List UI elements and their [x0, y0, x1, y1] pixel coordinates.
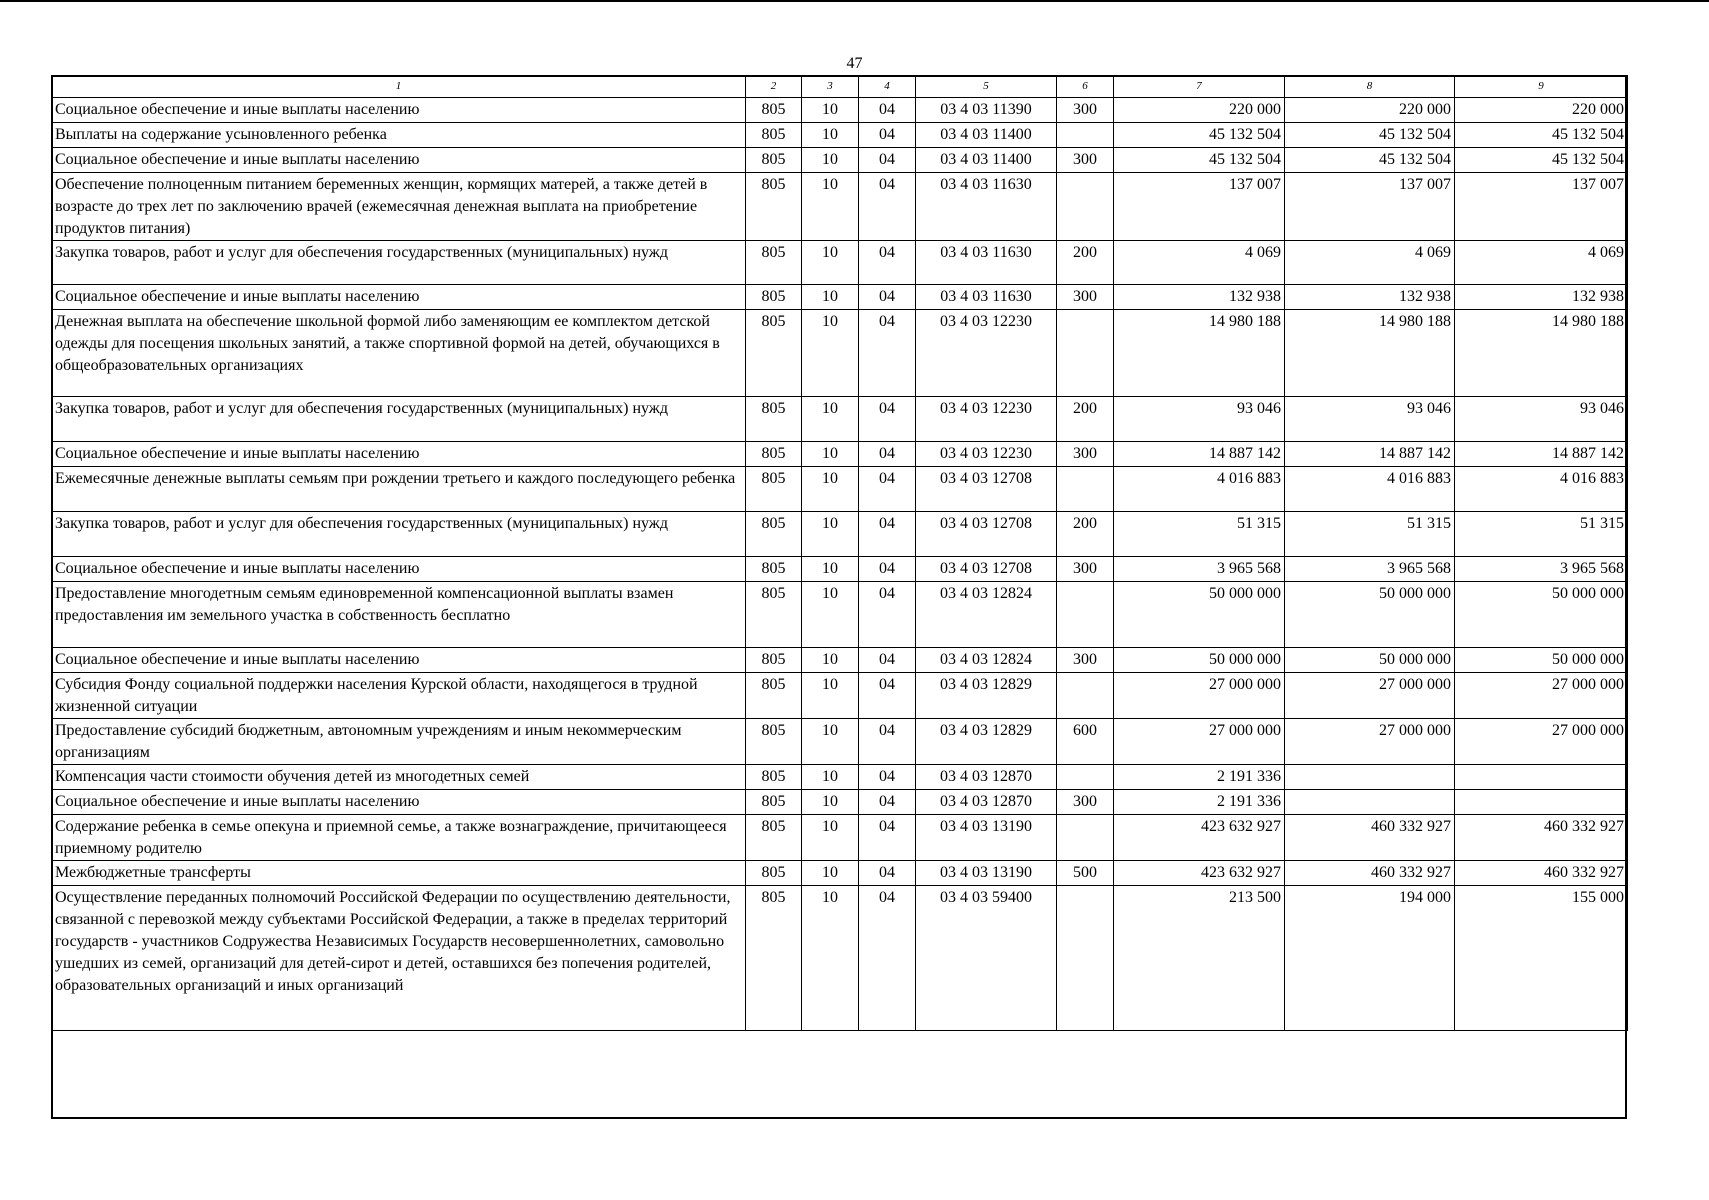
cell-razdel: 10 [802, 861, 859, 886]
table-row [52, 557, 1628, 582]
cell-amount-col9: 220 000 [1455, 98, 1628, 123]
cell-amount-col8: 27 000 000 [1285, 673, 1455, 719]
cell-amount-col9 [1455, 790, 1628, 815]
table-row [52, 397, 1628, 442]
row-name-cell: Ежемесячные денежные выплаты семьям при рождении третьего и каждого последующего ребенка [52, 467, 746, 512]
cell-amount-col7: 423 632 927 [1114, 815, 1285, 861]
cell-podrazdel: 04 [859, 285, 916, 310]
cell-amount-col7: 220 000 [1114, 98, 1285, 123]
row-name-cell: Субсидия Фонду социальной поддержки населения Курской области, находящегося в трудной жизненной ситуации [52, 673, 746, 719]
cell-glava: 805 [746, 582, 802, 648]
cell-amount-col8 [1285, 765, 1455, 790]
cell-razdel: 10 [802, 285, 859, 310]
cell-target-article: 03 4 03 11630 [916, 285, 1057, 310]
cell-amount-col7: 132 938 [1114, 285, 1285, 310]
cell-target-article: 03 4 03 12708 [916, 467, 1057, 512]
cell-amount-col9: 14 887 142 [1455, 442, 1628, 467]
cell-amount-col7: 3 965 568 [1114, 557, 1285, 582]
cell-podrazdel: 04 [859, 98, 916, 123]
table-row [52, 719, 1628, 765]
cell-target-article: 03 4 03 13190 [916, 861, 1057, 886]
cell-razdel: 10 [802, 442, 859, 467]
cell-podrazdel: 04 [859, 557, 916, 582]
cell-glava: 805 [746, 123, 802, 148]
cell-podrazdel: 04 [859, 790, 916, 815]
row-name-cell: Социальное обеспечение и иные выплаты населению [52, 790, 746, 815]
cell-razdel: 10 [802, 557, 859, 582]
cell-target-article: 03 4 03 11400 [916, 123, 1057, 148]
row-name-cell: Социальное обеспечение и иные выплаты населению [52, 285, 746, 310]
cell-amount-col8: 45 132 504 [1285, 148, 1455, 173]
cell-razdel: 10 [802, 148, 859, 173]
cell-target-article: 03 4 03 12708 [916, 557, 1057, 582]
cell-razdel: 10 [802, 719, 859, 765]
cell-amount-col9: 137 007 [1455, 173, 1628, 241]
cell-target-article: 03 4 03 12829 [916, 719, 1057, 765]
cell-amount-col9: 45 132 504 [1455, 148, 1628, 173]
cell-expense-type: 200 [1057, 512, 1114, 557]
cell-target-article: 03 4 03 11390 [916, 98, 1057, 123]
cell-target-article: 03 4 03 12824 [916, 582, 1057, 648]
cell-razdel: 10 [802, 241, 859, 285]
table-row [52, 173, 1628, 241]
row-name-cell: Осуществление переданных полномочий Российской Федерации по осуществлению деятельности, связанной с перевозкой между субъектами Российской Федерации, а также в пределах территорий государств - участников Содружества Независимых Государств несовершеннолетних, самовольно ушедших из семей, организаций для детей-сирот и детей, оставшихся без попечения родителей, образовательных организаций и иных организаций [52, 886, 746, 1031]
column-number: 9 [1455, 76, 1628, 98]
row-name-cell: Социальное обеспечение и иные выплаты населению [52, 98, 746, 123]
cell-glava: 805 [746, 719, 802, 765]
table-row [52, 467, 1628, 512]
cell-razdel: 10 [802, 790, 859, 815]
row-name-cell: Межбюджетные трансферты [52, 861, 746, 886]
cell-razdel: 10 [802, 765, 859, 790]
table-row [52, 148, 1628, 173]
table-row [52, 673, 1628, 719]
cell-amount-col9: 4 016 883 [1455, 467, 1628, 512]
cell-amount-col8: 50 000 000 [1285, 582, 1455, 648]
row-name-cell: Выплаты на содержание усыновленного ребенка [52, 123, 746, 148]
cell-glava: 805 [746, 397, 802, 442]
cell-amount-col7: 2 191 336 [1114, 765, 1285, 790]
cell-expense-type: 500 [1057, 861, 1114, 886]
cell-expense-type [1057, 467, 1114, 512]
cell-expense-type: 300 [1057, 557, 1114, 582]
cell-amount-col7: 137 007 [1114, 173, 1285, 241]
cell-target-article: 03 4 03 12829 [916, 673, 1057, 719]
cell-amount-col9: 93 046 [1455, 397, 1628, 442]
cell-podrazdel: 04 [859, 815, 916, 861]
cell-razdel: 10 [802, 648, 859, 673]
row-name-cell: Обеспечение полноценным питанием беременных женщин, кормящих матерей, а также детей в возрасте до трех лет по заключению врачей (ежемесячная денежная выплата на приобретение продуктов питания) [52, 173, 746, 241]
cell-amount-col9: 51 315 [1455, 512, 1628, 557]
cell-razdel: 10 [802, 886, 859, 1031]
cell-glava: 805 [746, 512, 802, 557]
table-row [52, 886, 1628, 1031]
cell-podrazdel: 04 [859, 673, 916, 719]
table-row [52, 790, 1628, 815]
cell-amount-col8: 45 132 504 [1285, 123, 1455, 148]
cell-expense-type [1057, 123, 1114, 148]
cell-glava: 805 [746, 886, 802, 1031]
cell-target-article: 03 4 03 12824 [916, 648, 1057, 673]
cell-podrazdel: 04 [859, 765, 916, 790]
table-row [52, 123, 1628, 148]
row-name-cell: Предоставление многодетным семьям единовременной компенсационной выплаты взамен предоставления им земельного участка в собственность бесплатно [52, 582, 746, 648]
cell-glava: 805 [746, 673, 802, 719]
cell-amount-col7: 423 632 927 [1114, 861, 1285, 886]
cell-glava: 805 [746, 765, 802, 790]
cell-expense-type: 200 [1057, 397, 1114, 442]
cell-amount-col9: 460 332 927 [1455, 815, 1628, 861]
cell-amount-col9: 155 000 [1455, 886, 1628, 1031]
column-number: 8 [1285, 76, 1455, 98]
cell-glava: 805 [746, 148, 802, 173]
cell-amount-col9: 14 980 188 [1455, 310, 1628, 397]
cell-podrazdel: 04 [859, 467, 916, 512]
column-number: 3 [802, 76, 859, 98]
cell-target-article: 03 4 03 11630 [916, 241, 1057, 285]
row-name-cell: Закупка товаров, работ и услуг для обеспечения государственных (муниципальных) нужд [52, 241, 746, 285]
cell-podrazdel: 04 [859, 861, 916, 886]
cell-target-article: 03 4 03 12870 [916, 765, 1057, 790]
cell-amount-col7: 4 069 [1114, 241, 1285, 285]
table-row [52, 648, 1628, 673]
cell-amount-col8: 14 980 188 [1285, 310, 1455, 397]
cell-amount-col9: 27 000 000 [1455, 719, 1628, 765]
page-top-border [0, 0, 1709, 2]
row-name-cell: Социальное обеспечение и иные выплаты населению [52, 148, 746, 173]
table-row [52, 241, 1628, 285]
cell-amount-col8: 93 046 [1285, 397, 1455, 442]
cell-expense-type: 200 [1057, 241, 1114, 285]
table-row [52, 442, 1628, 467]
column-number: 2 [746, 76, 802, 98]
cell-target-article: 03 4 03 59400 [916, 886, 1057, 1031]
cell-razdel: 10 [802, 467, 859, 512]
cell-amount-col9: 27 000 000 [1455, 673, 1628, 719]
column-number: 7 [1114, 76, 1285, 98]
cell-glava: 805 [746, 98, 802, 123]
table-row [52, 582, 1628, 648]
cell-razdel: 10 [802, 98, 859, 123]
cell-glava: 805 [746, 310, 802, 397]
cell-podrazdel: 04 [859, 397, 916, 442]
cell-amount-col8: 460 332 927 [1285, 861, 1455, 886]
column-number-row [52, 76, 1628, 98]
cell-amount-col9: 132 938 [1455, 285, 1628, 310]
cell-razdel: 10 [802, 582, 859, 648]
cell-amount-col7: 45 132 504 [1114, 148, 1285, 173]
cell-amount-col7: 14 980 188 [1114, 310, 1285, 397]
cell-expense-type: 300 [1057, 285, 1114, 310]
table-row [52, 861, 1628, 886]
cell-glava: 805 [746, 861, 802, 886]
cell-amount-col7: 45 132 504 [1114, 123, 1285, 148]
cell-target-article: 03 4 03 12230 [916, 397, 1057, 442]
cell-amount-col7: 93 046 [1114, 397, 1285, 442]
cell-expense-type [1057, 173, 1114, 241]
budget-table [51, 75, 1628, 1031]
cell-expense-type: 300 [1057, 648, 1114, 673]
cell-glava: 805 [746, 467, 802, 512]
cell-target-article: 03 4 03 13190 [916, 815, 1057, 861]
row-name-cell: Социальное обеспечение и иные выплаты населению [52, 648, 746, 673]
cell-expense-type [1057, 310, 1114, 397]
cell-expense-type: 300 [1057, 442, 1114, 467]
cell-podrazdel: 04 [859, 512, 916, 557]
table-row [52, 512, 1628, 557]
cell-expense-type [1057, 673, 1114, 719]
row-name-cell: Закупка товаров, работ и услуг для обеспечения государственных (муниципальных) нужд [52, 397, 746, 442]
cell-podrazdel: 04 [859, 719, 916, 765]
cell-amount-col9 [1455, 765, 1628, 790]
table-row [52, 285, 1628, 310]
cell-amount-col8 [1285, 790, 1455, 815]
cell-amount-col8: 137 007 [1285, 173, 1455, 241]
cell-podrazdel: 04 [859, 123, 916, 148]
page-number: 47 [846, 55, 863, 72]
cell-amount-col9: 460 332 927 [1455, 861, 1628, 886]
cell-razdel: 10 [802, 397, 859, 442]
cell-amount-col8: 132 938 [1285, 285, 1455, 310]
row-name-cell: Социальное обеспечение и иные выплаты населению [52, 442, 746, 467]
cell-amount-col7: 27 000 000 [1114, 673, 1285, 719]
cell-target-article: 03 4 03 11400 [916, 148, 1057, 173]
cell-glava: 805 [746, 790, 802, 815]
cell-expense-type: 300 [1057, 148, 1114, 173]
cell-amount-col8: 51 315 [1285, 512, 1455, 557]
cell-amount-col8: 27 000 000 [1285, 719, 1455, 765]
cell-podrazdel: 04 [859, 173, 916, 241]
cell-expense-type: 300 [1057, 790, 1114, 815]
cell-amount-col7: 213 500 [1114, 886, 1285, 1031]
cell-glava: 805 [746, 648, 802, 673]
cell-podrazdel: 04 [859, 310, 916, 397]
table-row [52, 765, 1628, 790]
cell-amount-col7: 2 191 336 [1114, 790, 1285, 815]
cell-amount-col8: 14 887 142 [1285, 442, 1455, 467]
cell-amount-col8: 50 000 000 [1285, 648, 1455, 673]
row-name-cell: Закупка товаров, работ и услуг для обеспечения государственных (муниципальных) нужд [52, 512, 746, 557]
cell-amount-col8: 4 016 883 [1285, 467, 1455, 512]
table-row [52, 815, 1628, 861]
cell-glava: 805 [746, 442, 802, 467]
cell-razdel: 10 [802, 123, 859, 148]
column-number: 1 [52, 76, 746, 98]
cell-glava: 805 [746, 285, 802, 310]
column-number: 5 [916, 76, 1057, 98]
cell-razdel: 10 [802, 173, 859, 241]
cell-podrazdel: 04 [859, 442, 916, 467]
cell-glava: 805 [746, 173, 802, 241]
row-name-cell: Предоставление субсидий бюджетным, автономным учреждениям и иным некоммерческим организациям [52, 719, 746, 765]
cell-podrazdel: 04 [859, 648, 916, 673]
cell-podrazdel: 04 [859, 241, 916, 285]
cell-target-article: 03 4 03 12870 [916, 790, 1057, 815]
table-row [52, 98, 1628, 123]
cell-amount-col9: 3 965 568 [1455, 557, 1628, 582]
cell-amount-col9: 50 000 000 [1455, 648, 1628, 673]
cell-amount-col7: 14 887 142 [1114, 442, 1285, 467]
cell-razdel: 10 [802, 673, 859, 719]
cell-expense-type: 300 [1057, 98, 1114, 123]
column-number: 6 [1057, 76, 1114, 98]
column-number: 4 [859, 76, 916, 98]
cell-glava: 805 [746, 815, 802, 861]
cell-expense-type: 600 [1057, 719, 1114, 765]
table-row [52, 310, 1628, 397]
cell-amount-col7: 50 000 000 [1114, 582, 1285, 648]
row-name-cell: Компенсация части стоимости обучения детей из многодетных семей [52, 765, 746, 790]
cell-podrazdel: 04 [859, 148, 916, 173]
cell-amount-col9: 45 132 504 [1455, 123, 1628, 148]
cell-podrazdel: 04 [859, 582, 916, 648]
cell-amount-col7: 50 000 000 [1114, 648, 1285, 673]
cell-amount-col8: 220 000 [1285, 98, 1455, 123]
cell-amount-col7: 51 315 [1114, 512, 1285, 557]
cell-glava: 805 [746, 241, 802, 285]
cell-amount-col7: 27 000 000 [1114, 719, 1285, 765]
cell-glava: 805 [746, 557, 802, 582]
cell-amount-col8: 3 965 568 [1285, 557, 1455, 582]
cell-target-article: 03 4 03 12230 [916, 310, 1057, 397]
cell-amount-col8: 4 069 [1285, 241, 1455, 285]
cell-target-article: 03 4 03 11630 [916, 173, 1057, 241]
cell-podrazdel: 04 [859, 886, 916, 1031]
cell-razdel: 10 [802, 512, 859, 557]
cell-expense-type [1057, 765, 1114, 790]
cell-amount-col9: 50 000 000 [1455, 582, 1628, 648]
cell-expense-type [1057, 582, 1114, 648]
row-name-cell: Содержание ребенка в семье опекуна и приемной семье, а также вознаграждение, причитающееся приемному родителю [52, 815, 746, 861]
cell-amount-col9: 4 069 [1455, 241, 1628, 285]
cell-target-article: 03 4 03 12230 [916, 442, 1057, 467]
cell-razdel: 10 [802, 815, 859, 861]
cell-target-article: 03 4 03 12708 [916, 512, 1057, 557]
cell-razdel: 10 [802, 310, 859, 397]
cell-expense-type [1057, 815, 1114, 861]
cell-amount-col8: 460 332 927 [1285, 815, 1455, 861]
cell-amount-col8: 194 000 [1285, 886, 1455, 1031]
row-name-cell: Денежная выплата на обеспечение школьной формой либо заменяющим ее комплектом детской одежды для посещения школьных занятий, а также спортивной формой на детей, обучающихся в общеобразовательных организациях [52, 310, 746, 397]
row-name-cell: Социальное обеспечение и иные выплаты населению [52, 557, 746, 582]
cell-expense-type [1057, 886, 1114, 1031]
cell-amount-col7: 4 016 883 [1114, 467, 1285, 512]
